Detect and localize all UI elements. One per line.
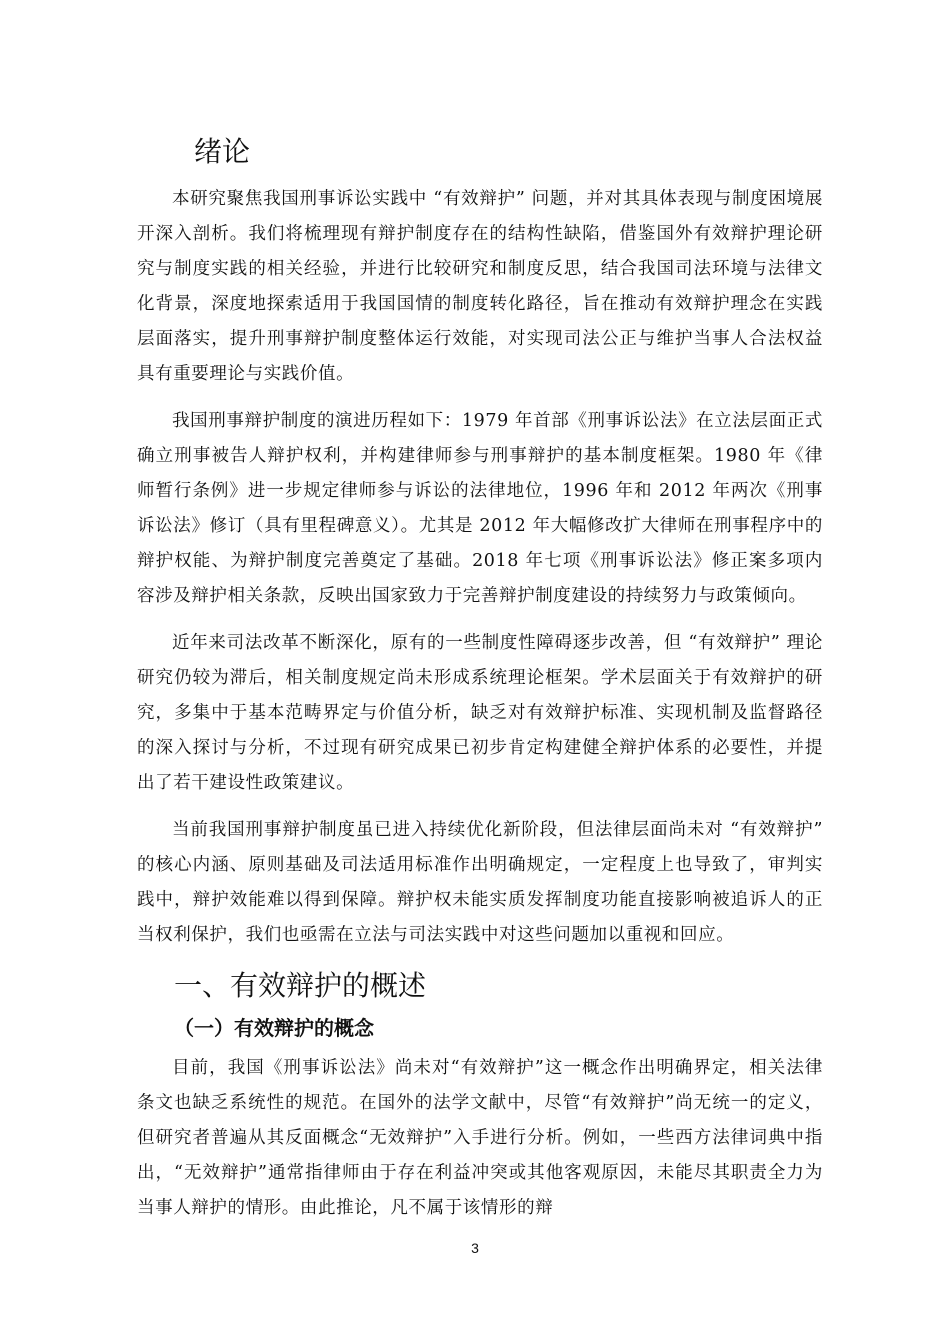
page-number: 3 (471, 1240, 479, 1256)
intro-paragraph-2: 我国刑事辩护制度的演进历程如下：1979 年首部《刑事诉讼法》在立法层面正式确立刑事被告人辩护权利，并构建律师参与刑事辩护的基本制度框架。1980 年《律师暂行条例》进一步规定律师参与诉讼的法律地位，1996 年和 2012 年两次《刑事诉讼法》修订（具有里程碑意义）。尤其是 2012 年大幅修改扩大律师在刑事程序中的辩护权能、为辩护制度完善奠定了基础。2018 年七项《刑事诉讼法》修正案多项内容涉及辩护相关条款，反映出国家致力于完善辩护制度建设的持续努力与政策倾向。 (137, 411, 823, 606)
subsection-1-paragraph: 目前，我国《刑事诉讼法》尚未对“有效辩护”这一概念作出明确界定，相关法律条文也缺乏系统性的规范。在国外的法学文献中，尽管“有效辩护”尚无统一的定义，但研究者普遍从其反面概念“无效辩护”入手进行分析。例如，一些西方法律词典中指出，“无效辩护”通常指律师由于存在利益冲突或其他客观原因，未能尽其职责全力为当事人辩护的情形。由此推论，凡不属于该情形的辩 (137, 1058, 823, 1218)
intro-heading: 绪论 (194, 135, 251, 168)
intro-paragraph-4: 当前我国刑事辩护制度虽已进入持续优化新阶段，但法律层面尚未对 “有效辩护” 的核心内涵、原则基础及司法适用标准作出明确规定，一定程度上也导致了，审判实践中，辩护效能难以得到保障。辩护权未能实质发挥制度功能直接影响被追诉人的正当权利保护，我们也亟需在立法与司法实践中对这些问题加以重视和回应。 (137, 820, 823, 945)
section-1-heading: 一、有效辩护的概述 (174, 969, 427, 1002)
intro-paragraph-3: 近年来司法改革不断深化，原有的一些制度性障碍逐步改善，但 “有效辩护” 理论研究仍较为滞后，相关制度规定尚未形成系统理论框架。学术层面关于有效辩护的研究，多集中于基本范畴界定与价值分析，缺乏对有效辩护标准、实现机制及监督路径的深入探讨与分析，不过现有研究成果已初步肯定构建健全辩护体系的必要性，并提出了若干建设性政策建议。 (137, 633, 823, 793)
subsection-1-heading: （一）有效辩护的概念 (174, 1016, 374, 1040)
page-content (137, 120, 823, 1238)
intro-paragraph-1: 本研究聚焦我国刑事诉讼实践中 “有效辩护” 问题，并对其具体表现与制度困境展开深入剖析。我们将梳理现有辩护制度存在的结构性缺陷，借鉴国外有效辩护理论研究与制度实践的相关经验，并进行比较研究和制度反思，结合我国司法环境与法律文化背景，深度地探索适用于我国国情的制度转化路径，旨在推动有效辩护理念在实践层面落实，提升刑事辩护制度整体运行效能，对实现司法公正与维护当事人合法权益具有重要理论与实践价值。 (137, 189, 823, 384)
